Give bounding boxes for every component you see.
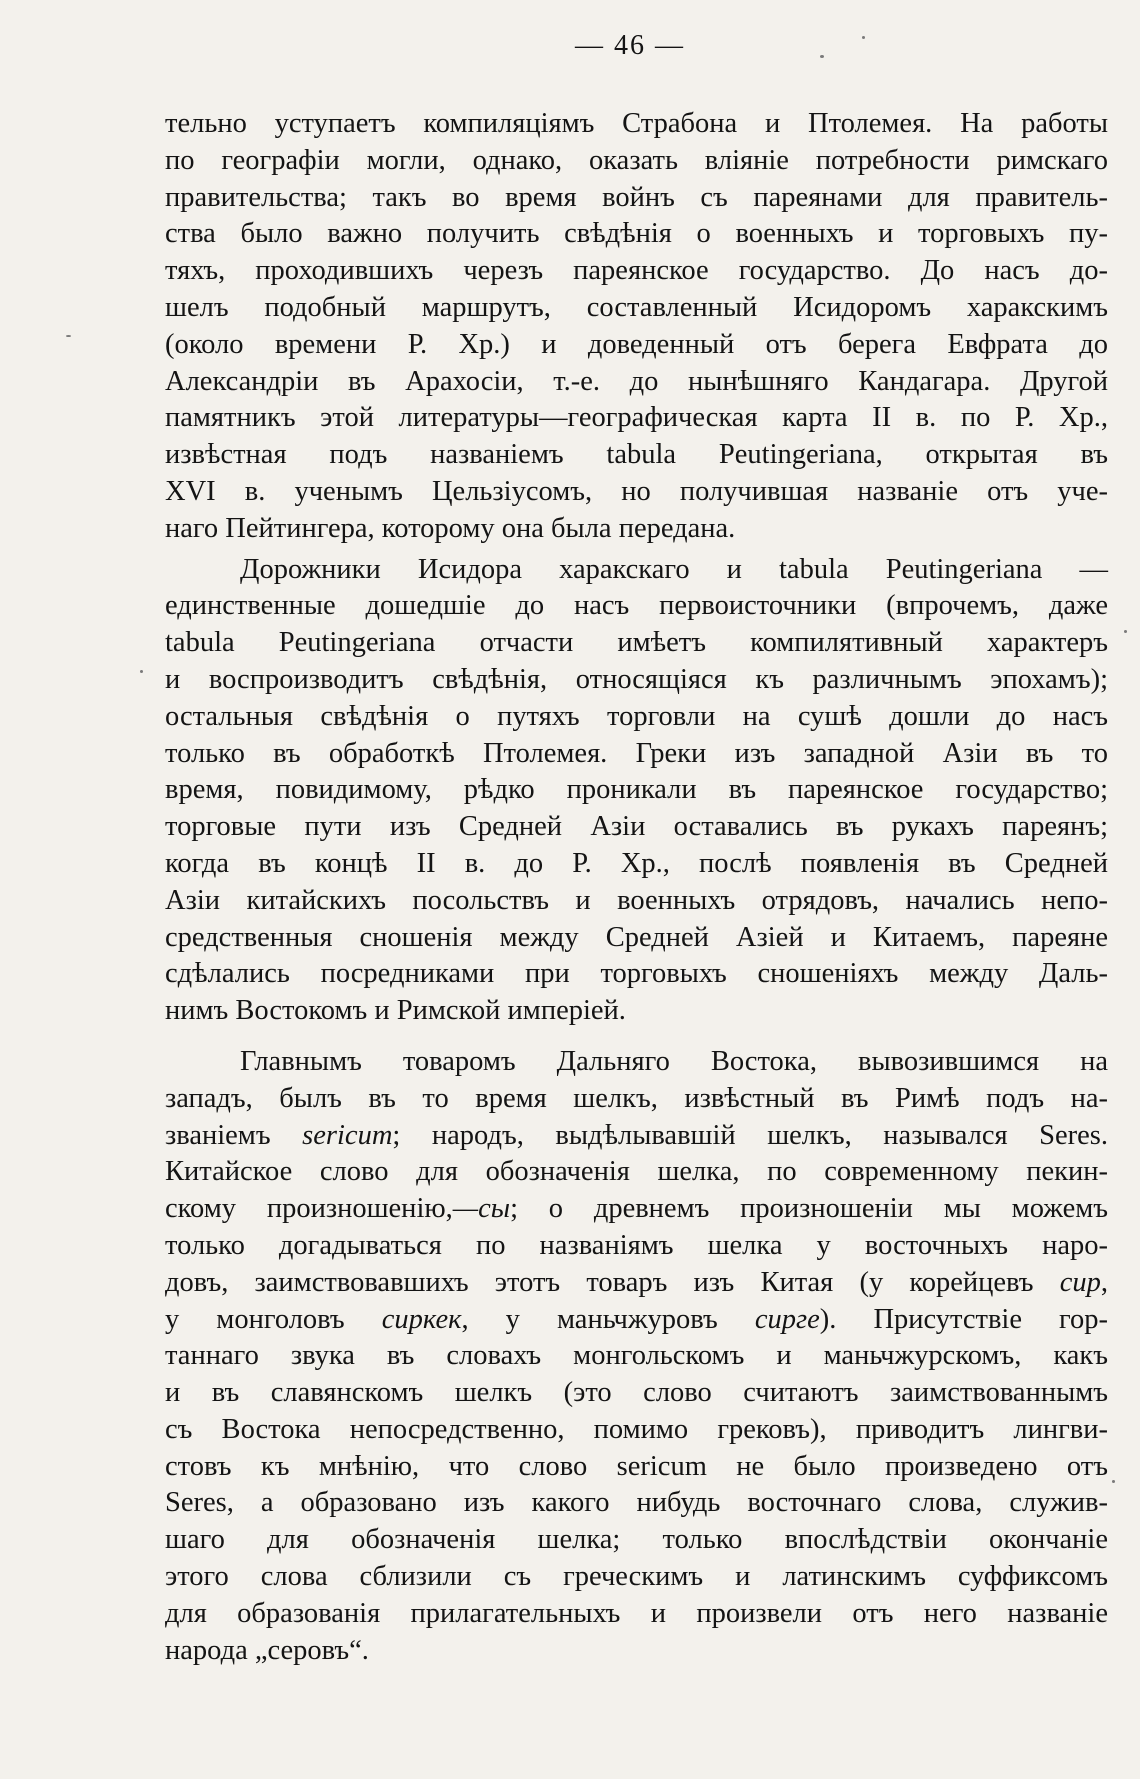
italic-term: сир (1059, 1266, 1101, 1298)
paragraph-1 (165, 106, 1108, 548)
text-line: по географіи могли, однако, оказать вліяніе потребности римскаго (165, 144, 1108, 176)
text-line: средственныя сношенія между Средней Азіей и Китаемъ, пареяне (165, 921, 1108, 953)
scan-speck (66, 335, 71, 337)
italic-term: —сы (452, 1193, 511, 1225)
text-line (165, 1265, 1108, 1302)
text-line: стовъ къ мнѣнію, что слово sericum не было произведено отъ (165, 1450, 1108, 1482)
text-line: памятникъ этой литературы—географическая карта II в. по Р. Хр., (165, 402, 1108, 434)
text-line: наго Пейтингера, которому она была передана. (165, 512, 736, 544)
scan-speck (862, 36, 865, 39)
text-line: торговые пути изъ Средней Азіи оставались въ рукахъ пареянъ; (165, 811, 1108, 843)
text-line: извѣстная подъ названіемъ tabula Peutingeriana, открытая въ (165, 439, 1108, 471)
text-line: Александріи въ Арахосіи, т.-е. до нынѣшняго Кандагара. Другой (165, 365, 1108, 397)
text-line (165, 1302, 1108, 1339)
text-line (165, 1191, 1108, 1228)
text-line: и воспроизводитъ свѣдѣнія, относящіяся къ различнымъ эпохамъ); (165, 663, 1108, 695)
text-line: правительства; такъ во время войнъ съ пареянами для правитель- (165, 181, 1108, 213)
text-segment: ). Присутствіе гор- (819, 1303, 1109, 1335)
scan-speck (820, 55, 824, 58)
text-line: XVI в. ученымъ Цельзіусомъ, но получившая названіе отъ уче- (165, 475, 1108, 507)
text-line: Дорожники Исидора харакскаго и tabula Peutingeriana — (240, 553, 1108, 585)
text-line: время, повидимому, рѣдко проникали въ пареянское государство; (165, 774, 1108, 806)
text-line: шаго для обозначенія шелка; только впослѣдствіи окончаніе (165, 1524, 1108, 1556)
text-line: народа „серовъ“. (165, 1634, 369, 1666)
text-segment: у монголовъ (165, 1303, 345, 1335)
body-text (165, 106, 1108, 1669)
text-line: только въ обработкѣ Птолемея. Греки изъ западной Азіи въ то (165, 737, 1108, 769)
text-line: когда въ концѣ II в. до Р. Хр., послѣ появленія въ Средней (165, 847, 1108, 879)
text-segment: , у маньчжуровъ (461, 1303, 718, 1335)
text-line: таннаго звука въ словахъ монгольскомъ и маньчжурскомъ, какъ (165, 1340, 1108, 1372)
text-line: Китайское слово для обозначенія шелка, по современному пекин- (165, 1156, 1108, 1188)
scan-speck (140, 670, 143, 673)
text-line: только догадываться по названіямъ шелка у восточныхъ наро- (165, 1229, 1108, 1261)
paragraph-3 (165, 1044, 1108, 1670)
text-line: этого слова сблизили съ греческимъ и латинскимъ суффиксомъ (165, 1561, 1108, 1593)
text-line: Seres, а образовано изъ какого нибудь восточнаго слова, служив- (165, 1487, 1108, 1519)
text-line: (около времени Р. Хр.) и доведенный отъ берега Евфрата до (165, 328, 1108, 360)
text-segment: скому произношенію, (165, 1193, 453, 1225)
text-segment: довъ, заимствовавшихъ этотъ товаръ изъ Китая (у корейцевъ (165, 1266, 1034, 1298)
text-line: тяхъ, проходившихъ черезъ пареянское государство. До насъ до- (165, 255, 1108, 287)
text-line: сдѣлались посредниками при торговыхъ сношеніяхъ между Даль- (165, 958, 1108, 990)
text-line: tabula Peutingeriana отчасти имѣетъ компилятивный характеръ (165, 627, 1108, 659)
text-line: шелъ подобный маршрутъ, составленный Исидоромъ харакскимъ (165, 291, 1108, 323)
page-number: — 46 — (575, 30, 685, 61)
text-line (165, 1118, 1108, 1155)
text-line: и въ славянскомъ шелкъ (это слово считаютъ заимствованнымъ (165, 1377, 1108, 1409)
text-line: ства было важно получить свѣдѣнія о военныхъ и торговыхъ пу- (165, 218, 1108, 250)
text-line: остальныя свѣдѣнія о путяхъ торговли на сушѣ дошли до насъ (165, 700, 1108, 732)
italic-term: sericum (302, 1119, 393, 1151)
text-segment: , (1100, 1266, 1108, 1298)
italic-term: сиргe (754, 1303, 820, 1335)
text-line: единственные дошедшіе до насъ первоисточники (впрочемъ, даже (165, 590, 1108, 622)
text-segment: ; народъ, выдѣлывавшій шелкъ, назывался Seres. (392, 1119, 1108, 1151)
text-line: Главнымъ товаромъ Дальняго Востока, вывозившимся на (240, 1045, 1108, 1077)
text-line: съ Востока непосредственно, помимо грековъ), приводитъ лингви- (165, 1413, 1108, 1445)
italic-term: сиркек (381, 1303, 462, 1335)
scan-speck (1124, 630, 1127, 633)
text-line: Азіи китайскихъ посольствъ и военныхъ отрядовъ, начались непо- (165, 884, 1108, 916)
text-segment: званіемъ (165, 1119, 271, 1151)
text-line: западъ, былъ въ то время шелкъ, извѣстный въ Римѣ подъ на- (165, 1082, 1108, 1114)
paragraph-2 (165, 552, 1108, 1030)
text-line: для образованія прилагательныхъ и произвели отъ него названіе (165, 1597, 1108, 1629)
text-line: нимъ Востокомъ и Римской имперіей. (165, 995, 626, 1027)
text-line: тельно уступаетъ компиляціямъ Страбона и Птолемея. На работы (165, 108, 1108, 139)
scan-speck (1112, 1480, 1115, 1483)
text-segment: ; о древнемъ произношеніи мы можемъ (510, 1193, 1108, 1225)
